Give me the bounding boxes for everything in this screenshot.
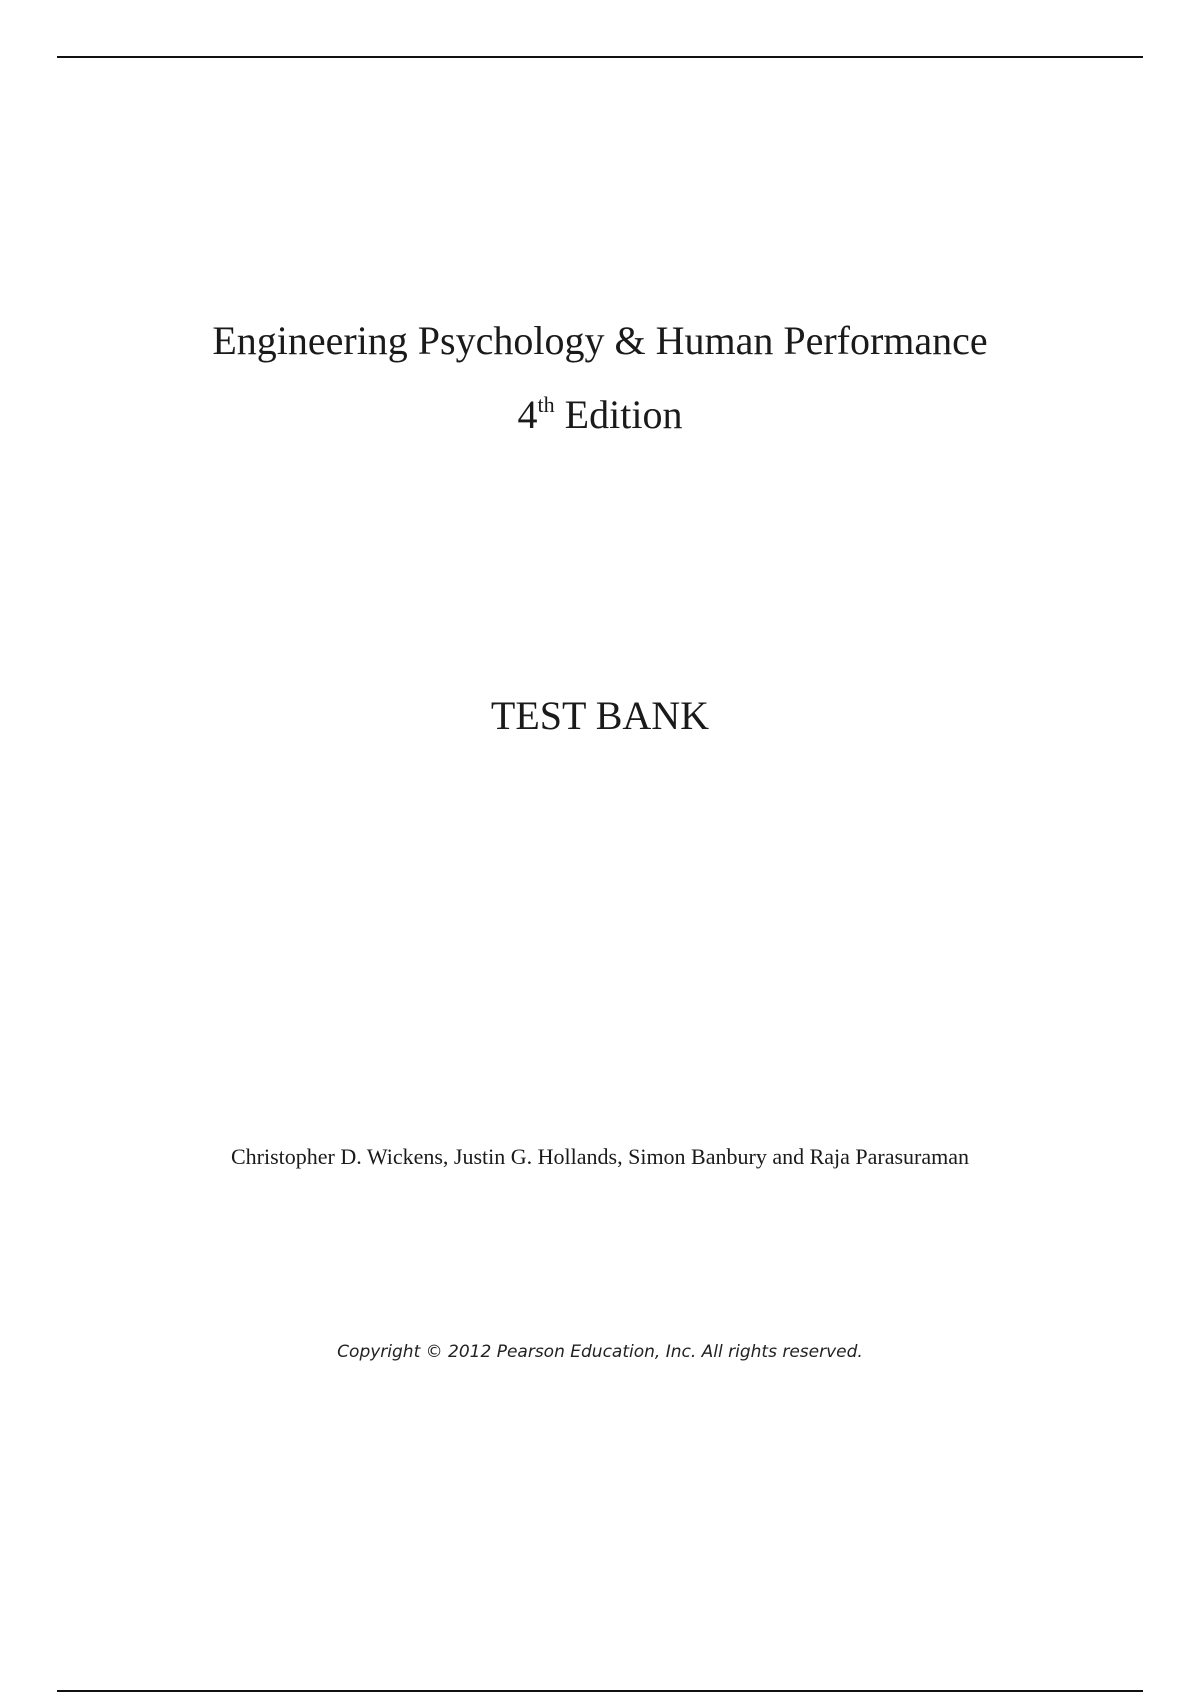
- edition-ordinal-suffix: th: [537, 392, 555, 417]
- top-horizontal-rule: [57, 56, 1143, 58]
- test-bank-heading: TEST BANK: [490, 693, 710, 738]
- edition-line: [0, 392, 1200, 444]
- edition-word: Edition: [564, 392, 683, 437]
- bottom-horizontal-rule: [57, 1690, 1143, 1692]
- edition-number: 4: [517, 392, 538, 437]
- copyright-notice: Copyright © 2012 Pearson Education, Inc. All rights reserved.: [337, 1342, 863, 1362]
- book-title: Engineering Psychology & Human Performance: [212, 318, 988, 363]
- authors-line: Christopher D. Wickens, Justin G. Hollands, Simon Banbury and Raja Parasuraman: [230, 1144, 970, 1169]
